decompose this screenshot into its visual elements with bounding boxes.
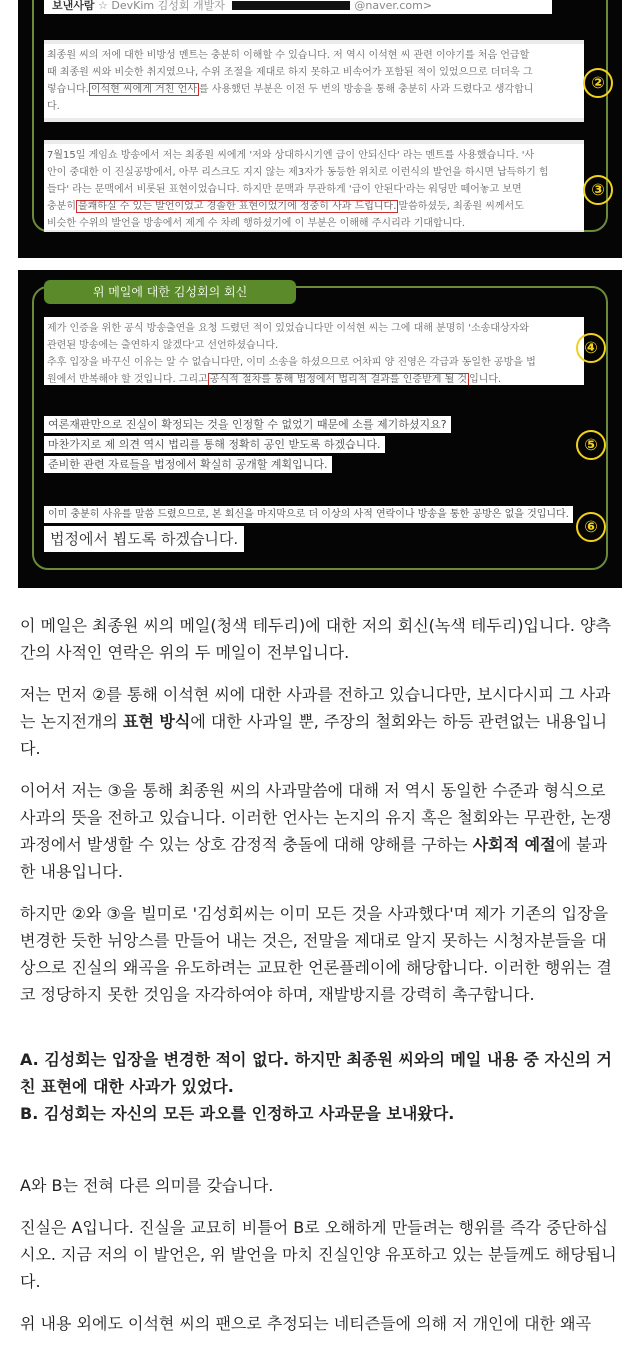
- quote-strip: 준비한 관련 자료들을 법정에서 확실히 공개할 계획입니다.: [44, 456, 332, 473]
- sender-name: DevKim 김성회 개발자: [111, 0, 225, 12]
- paragraph: 이 메일은 최종원 씨의 메일(청색 테두리)에 대한 저의 회신(녹색 테두리)입니다. 양측 간의 사적인 연락은 위의 두 메일이 전부입니다.: [20, 616, 611, 662]
- summary: [20, 1046, 620, 1127]
- email-screenshot-1: [18, 0, 622, 258]
- bold-emphasis: 사회적 예절: [472, 835, 556, 854]
- quote-line: 들다' 라는 문맥에서 비롯된 표현이었습니다. 하지만 문맥과 무관하게 '급이 안된다'라는 워딩만 떼어놓고 보면: [47, 184, 522, 195]
- quote-line: 비슷한 수위의 발언을 방송에서 제게 수 차례 행하셨기에 이 부분은 이해해 주시리라 기대합니다.: [47, 218, 466, 229]
- reply-tab: 위 메일에 대한 김성회의 회신: [44, 280, 296, 304]
- circled-number-3: ③: [583, 175, 613, 205]
- quote-strip-large: 법정에서 뵙도록 하겠습니다.: [44, 526, 244, 552]
- email-header: [44, 0, 552, 14]
- quote-strip: 여론재판만으로 진실이 확정되는 것을 인정할 수 없었기 때문에 소를 제기하셨지요?: [44, 416, 451, 433]
- quote-line: 렇습니다. 이석현 씨에게 거친 언사 를 사용했던 부분은 이전 두 번의 방송을 통해 충분히 사과 드렸다고 생각합니: [47, 84, 534, 95]
- circled-number-5: ⑤: [576, 430, 606, 460]
- redacted-email: [232, 1, 350, 10]
- summary-b: B. 김성회는 자신의 모든 과오를 인정하고 사과문을 보내왔다.: [20, 1104, 455, 1123]
- highlight-apology: 이석현 씨에게 거친 언사: [90, 84, 197, 95]
- quote-line: 충분히 불쾌하실 수 있는 발언이었고 경솔한 표현이었기에 정중히 사과 드립니다. 말씀하셨듯, 최종원 씨께서도: [47, 201, 524, 212]
- article-body: [20, 612, 620, 1352]
- circled-number-6: ⑥: [576, 512, 606, 542]
- paragraph: 진실은 A입니다. 진실을 교묘히 비틀어 B로 오해하게 만들려는 행위를 즉각 중단하십시오. 지금 저의 이 발언은, 위 발언을 마치 진실인양 유포하고 있는 분들께도 해당됩니다.: [20, 1218, 617, 1291]
- quote-strip: 이미 충분히 사유를 말씀 드렸으므로, 본 회신을 마지막으로 더 이상의 사적 연락이나 방송을 통한 공방은 없을 것입니다.: [44, 506, 573, 523]
- quote-line: 때 최종원 씨와 비슷한 취지였으나, 수위 조절을 제대로 하지 못하고 비속어가 포함된 적이 있었으므로 더더욱 그: [47, 67, 533, 78]
- highlight-apology: 불쾌하실 수 있는 발언이었고 경솔한 표현이었기에 정중히 사과 드립니다.: [77, 201, 397, 212]
- circled-number-4: ④: [576, 333, 606, 363]
- star-icon: ☆: [98, 0, 108, 12]
- circled-number-2: ②: [583, 68, 613, 98]
- quote-line: 원에서 반복해야 할 것입니다. 그리고 공식적 절차를 통해 법정에서 법리적 결과를 인증받게 될 것 입니다.: [47, 374, 502, 385]
- paragraph: A와 B는 전혀 다른 의미를 갖습니다.: [20, 1176, 274, 1195]
- email-screenshot-2: [18, 270, 622, 588]
- highlight-legal: 공식적 절차를 통해 법정에서 법리적 결과를 인증받게 될 것: [209, 374, 468, 385]
- sender-email-suffix: @naver.com>: [354, 0, 433, 12]
- bold-emphasis: 표현 방식: [122, 712, 191, 731]
- quote-line: 최종원 씨의 저에 대한 비방성 멘트는 충분히 이해할 수 있습니다. 저 역시 이석현 씨 관련 이야기를 처음 언급할: [47, 50, 530, 61]
- quote-box-4: [44, 317, 584, 385]
- summary-a: A. 김성회는 입장을 변경한 적이 없다. 하지만 최종원 씨와의 메일 내용 중 자신의 거친 표현에 대한 사과가 있었다.: [20, 1050, 612, 1096]
- quote-line: 다.: [47, 101, 60, 112]
- paragraph: 하지만 ②와 ③을 빌미로 '김성회씨는 이미 모든 것을 사과했다'며 제가 기존의 입장을 변경한 듯한 뉘앙스를 만들어 내는 것은, 전말을 제대로 알지 못하는 시청자분들을 대상으로 진실의 왜곡을 유도하려는 교묘한 언론플레이에 해당합니다. 이러한 행위는 결코 정당하지 못한 것임을 자각하여야 하며, 재발방지를 강력히 촉구합니다.: [20, 904, 612, 1004]
- quote-box-3: [44, 144, 584, 230]
- paragraph: 이어서 저는 ③을 통해 최종원 씨의 사과말씀에 대해 저 역시 동일한 수준과 형식으로 사과의 뜻을 전하고 있습니다. 이러한 언사는 논지의 유지 혹은 철회와는 무관한, 논쟁 과정에서 발생할 수 있는 상호 감정적 충돌에 대해 양해를 구하는 사회적 예절에 불과한 내용입니다.: [20, 781, 612, 881]
- quote-line: 제가 인증을 위한 공식 방송출연을 요청 드렸던 적이 있었습니다만 이석현 씨는 그에 대해 분명히 '소송대상자와: [47, 323, 529, 334]
- quote-line: 7월15일 게임쇼 방송에서 저는 최종원 씨에게 '저와 상대하시기엔 급이 안되신다' 라는 멘트를 사용했습니다. '사: [47, 150, 535, 161]
- sender-label: 보낸사람: [52, 0, 95, 12]
- quote-line: 안이 중대한 이 진실공방에서, 아무 리스크도 지지 않는 제3자가 동등한 위치로 이런식의 발언을 하시면 납득하기 힘: [47, 167, 549, 178]
- paragraph: 저는 먼저 ②를 통해 이석현 씨에 대한 사과를 전하고 있습니다만, 보시다시피 그 사과는 논지전개의 표현 방식에 대한 사과일 뿐, 주장의 철회와는 하등 관련없는 내용입니다.: [20, 685, 611, 758]
- quote-box-2: [44, 44, 584, 118]
- quote-strip: 마찬가지로 제 의견 역시 법리를 통해 정확히 공인 받도록 하겠습니다.: [44, 436, 385, 453]
- quote-line: 관련된 방송에는 출연하지 않겠다'고 선언하셨습니다.: [47, 340, 279, 351]
- quote-line: 추후 입장을 바꾸신 이유는 알 수 없습니다만, 이미 소송을 하셨으므로 어차피 양 진영은 각급과 동일한 공방을 법: [47, 357, 536, 368]
- paragraph: 위 내용 외에도 이석현 씨의 팬으로 추정되는 네티즌들에 의해 저 개인에 대한 왜곡: [20, 1314, 592, 1333]
